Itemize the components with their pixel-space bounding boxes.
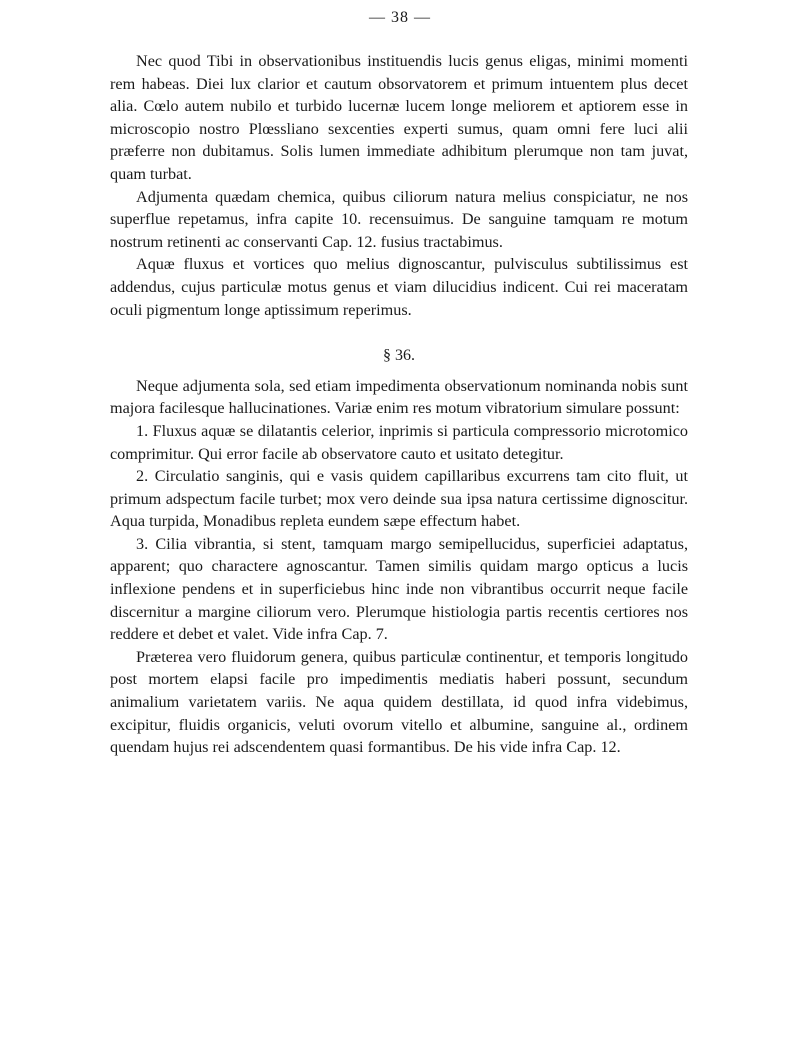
paragraph-chemical-aids: Adjumenta quædam chemica, quibus ciliorum natura melius conspiciatur, ne nos superflue repetamus, infra capite 10. recensuimus. De sanguine tamquam re motum nostrum retinenti ac conservanti Cap. 12. fusius tractabimus. xyxy=(110,187,688,251)
list-item-3: 3. Cilia vibrantia, si stent, tamquam margo semipellucidus, superficiei adaptatus, apparent; quo charactere agnoscantur. Tamen similis quidam margo opticus a lucis inflexione pendens et in superficiebus hinc inde non vibrantibus occurrit neque facile discernitur a margine ciliorum vero. Plerumque histiologia partis recentis certiores nos reddere et debet et valet. Vide infra Cap. 7. xyxy=(110,534,688,644)
list-item-2: 2. Circulatio sanginis, qui e vasis quidem capillaribus excurrens tam cito fluit, ut primum adspectum facile turbet; mox vero deinde sua ipsa natura certissime dignoscitur. Aqua turpida, Monadibus repleta eundem sæpe effectum habet. xyxy=(110,467,688,531)
list-item-1: 1. Fluxus aquæ se dilatantis celerior, inprimis si particula compressorio microtomico comprimitur. Qui error facile ab observatore cauto et usitato detegitur. xyxy=(110,421,688,463)
page-number: — 38 — xyxy=(369,9,431,26)
section-heading: § 36. xyxy=(383,347,415,365)
paragraph-impediments: Neque adjumenta sola, sed etiam impedimenta observationum nominanda nobis sunt majora facilesque hallucinationes. Variæ enim res motum vibratorium simulare possunt: xyxy=(110,376,688,418)
body-text xyxy=(110,50,688,759)
paragraph-water-flow: Aquæ fluxus et vortices quo melius dignoscantur, pulvisculus subtilissimus est addendus, cujus particulæ motus genus et viam dilucidius indicent. Cui rei maceratam oculi pigmentum longe aptissimum reperimus. xyxy=(110,255,688,319)
paragraph-fluids: Præterea vero fluidorum genera, quibus particulæ continentur, et temporis longitudo post mortem elapsi facile pro impedimentis mediatis haberi possunt, secundum animalium varietatem variis. Ne aqua quidem destillata, id quod infra videbimus, excipitur, fluidis organicis, veluti ovorum vitello et albumine, sanguine al., ordinem quendam hujus rei adscendentem quasi formantibus. De his vide infra Cap. 12. xyxy=(110,647,688,757)
paragraph-light: Nec quod Tibi in observationibus instituendis lucis genus eligas, minimi momenti rem habeas. Diei lux clarior et cautum obsorvatorem et primum intuentem plus decet alia. Cœlo autem nubilo et turbido lucernæ lucem longe meliorem et aptiorem esse in microscopio nostro Plœssliano sexcenties experti sumus, quam omni fere luci alii præferre non dubitamus. Solis lumen immediate adhibitum plerumque non tam juvat, quam turbat. xyxy=(110,52,688,183)
